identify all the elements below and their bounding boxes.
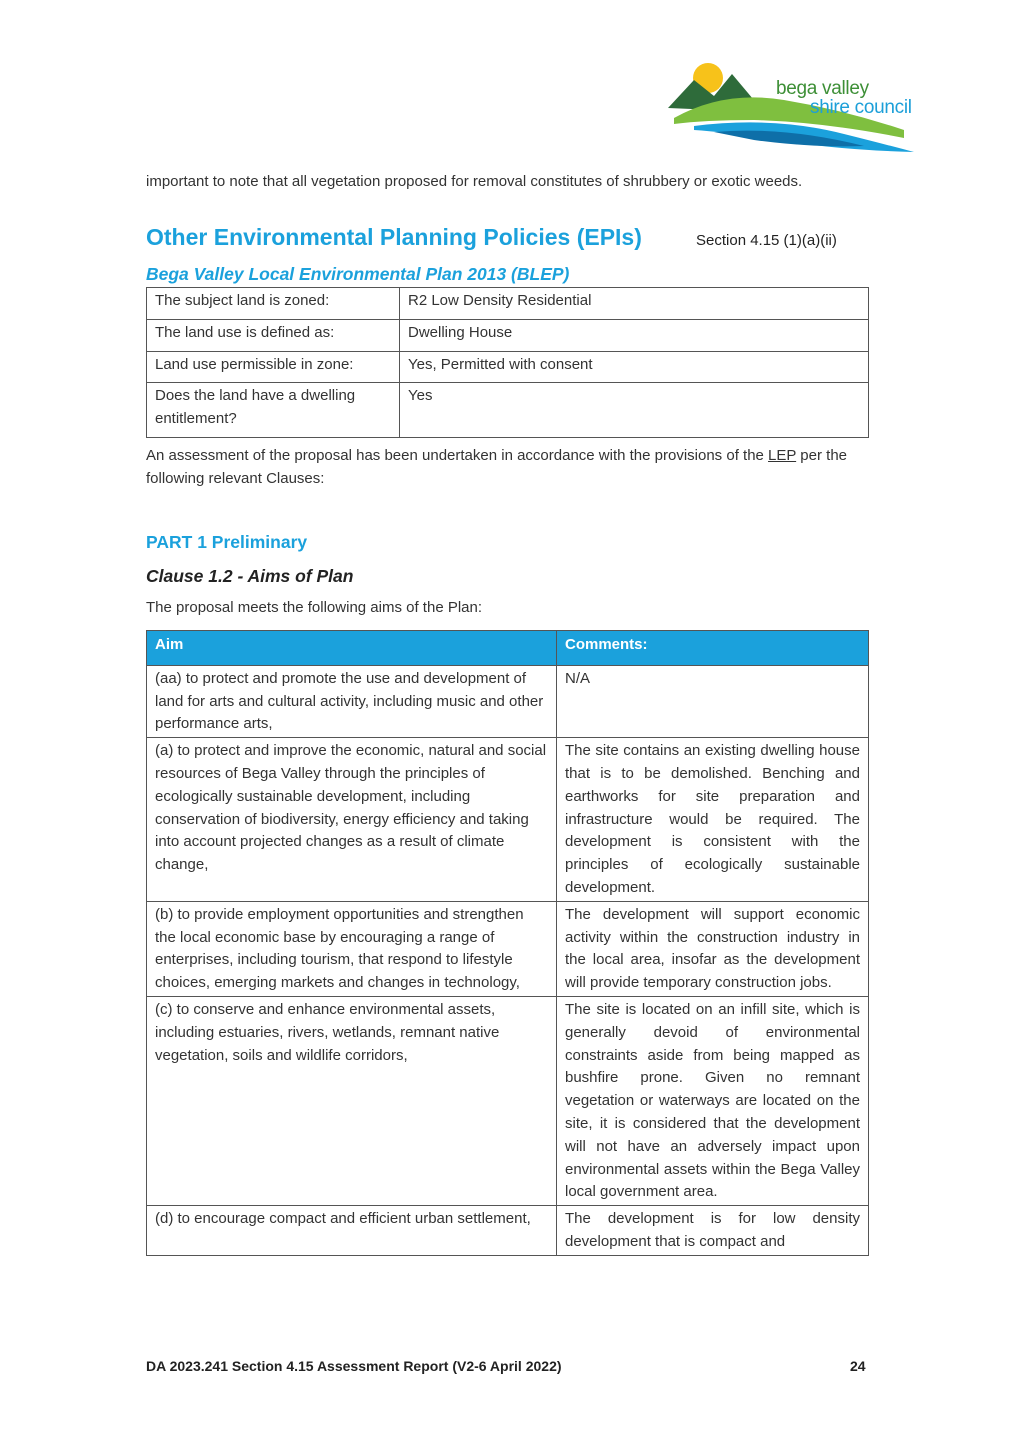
zoning-label: The subject land is zoned: [147, 288, 400, 320]
zoning-value: R2 Low Density Residential [400, 288, 869, 320]
zoning-label: Does the land have a dwelling entitlement? [147, 383, 400, 438]
footer-report-title: DA 2023.241 Section 4.15 Assessment Report (V2-6 April 2022) [146, 1358, 562, 1374]
logo-text-line1: bega valley [776, 78, 869, 99]
assessment-text-after: per the following relevant Clauses: [146, 447, 848, 487]
comment-cell: N/A [557, 665, 869, 737]
table-row [147, 383, 869, 438]
intro-paragraph: important to note that all vegetation proposed for removal constitutes of shrubbery or exotic weeds. [146, 173, 803, 190]
zoning-table [146, 287, 869, 438]
column-header-aim: Aim [147, 631, 557, 666]
aim-cell: (a) to protect and improve the economic, natural and social resources of Bega Valley through the principles of ecologically sustainable development, including conservation of biodiversity, energy efficiency and taking into account projected changes as a result of climate change, [147, 738, 557, 902]
aim-cell: (aa) to protect and promote the use and development of land for arts and cultural activity, including music and other performance arts, [147, 665, 557, 737]
zoning-label: Land use permissible in zone: [147, 351, 400, 383]
assessment-text-before: An assessment of the proposal has been undertaken in accordance with the provisions of the [146, 447, 769, 464]
aim-cell: (c) to conserve and enhance environmental assets, including estuaries, rivers, wetlands, remnant native vegetation, soils and wildlife corridors, [147, 996, 557, 1205]
comment-cell: The development is for low density development that is compact and [557, 1206, 869, 1256]
part-heading: PART 1 Preliminary [146, 532, 308, 552]
table-row [147, 996, 869, 1205]
comment-cell: The site contains an existing dwelling house that is to be demolished. Benching and earthworks for site preparation and infrastructure would be required. The development is consistent with the principles of ecologically sustainable development. [557, 738, 869, 902]
table-row [147, 901, 869, 996]
section-heading: Other Environmental Planning Policies (EPIs) [146, 224, 642, 250]
section-reference: Section 4.15 (1)(a)(ii) [696, 232, 837, 249]
aims-table [146, 630, 869, 1256]
clause-heading: Clause 1.2 - Aims of Plan [146, 566, 354, 586]
table-header-row [147, 631, 869, 666]
zoning-label: The land use is defined as: [147, 319, 400, 351]
zoning-value: Dwelling House [400, 319, 869, 351]
plan-subheading: Bega Valley Local Environmental Plan 2013 (BLEP) [146, 264, 570, 284]
aim-cell: (d) to encourage compact and efficient urban settlement, [147, 1206, 557, 1256]
table-row [147, 319, 869, 351]
table-row [147, 665, 869, 737]
aim-cell: (b) to provide employment opportunities and strengthen the local economic base by encouraging a range of enterprises, including tourism, that respond to lifestyle choices, emerging markets and changes in technology, [147, 901, 557, 996]
comment-cell: The development will support economic activity within the construction industry in the local area, insofar as the development will provide temporary construction jobs. [557, 901, 869, 996]
logo-text-line2: shire council [810, 97, 912, 118]
page-number: 24 [850, 1358, 866, 1374]
aims-lead-text: The proposal meets the following aims of the Plan: [146, 599, 483, 616]
lep-link[interactable]: LEP [768, 447, 797, 464]
assessment-paragraph [146, 444, 870, 490]
column-header-comments: Comments: [557, 631, 869, 666]
comment-cell: The site is located on an infill site, which is generally devoid of environmental constraints aside from being mapped as bushfire prone. Given no remnant vegetation or waterways are located on the site, it is considered that the development will not have an adversely impact upon environmental assets within the Bega Valley local government area. [557, 996, 869, 1205]
zoning-value: Yes [400, 383, 869, 438]
table-row [147, 288, 869, 320]
table-row [147, 351, 869, 383]
table-row [147, 1206, 869, 1256]
table-row [147, 738, 869, 902]
zoning-value: Yes, Permitted with consent [400, 351, 869, 383]
